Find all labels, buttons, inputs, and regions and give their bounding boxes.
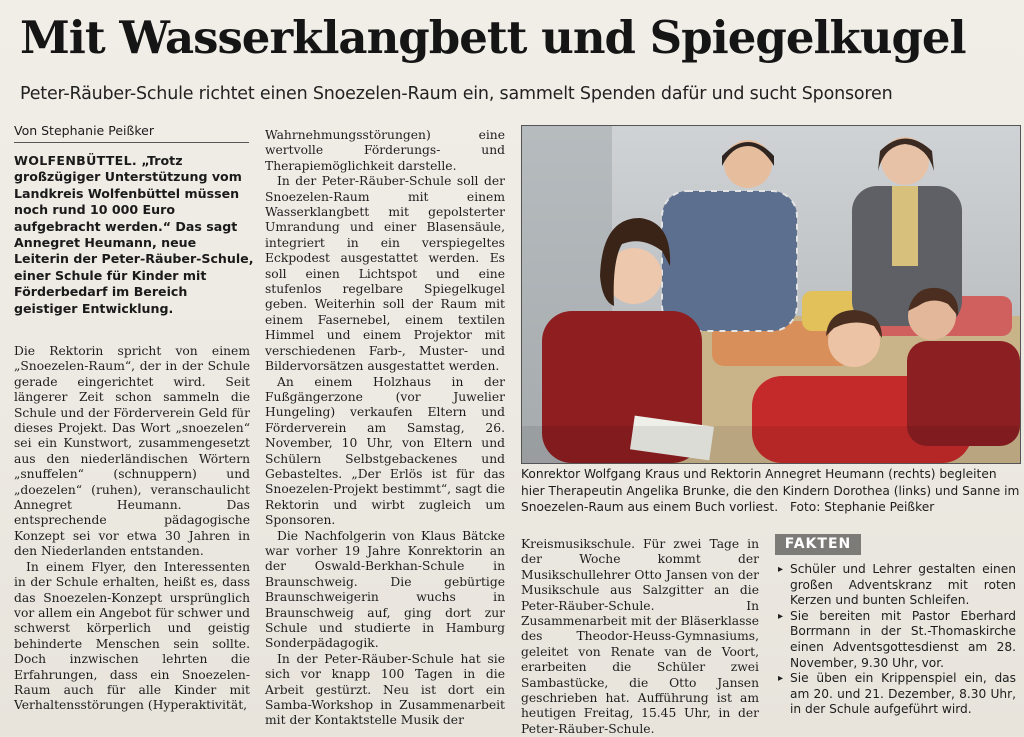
lead-paragraph	[14, 153, 254, 317]
fakten-item	[778, 562, 1016, 609]
subheadline: Peter-Räuber-Schule richtet einen Snoezelen-Raum ein, sammelt Spenden dafür und sucht Sponsoren	[20, 84, 893, 104]
headline: Mit Wasserklangbett und Spiegelkugel	[20, 11, 966, 64]
article-column-2	[265, 128, 505, 729]
arrow-icon: ▸	[778, 564, 784, 575]
article-photo	[521, 125, 1021, 464]
photo-credit: Foto: Stephanie Peißker	[789, 500, 935, 514]
fakten-item-text: Schüler und Lehrer gestalten einen großen Adventskranz mit roten Kerzen und bunten Schleifen.	[790, 562, 1016, 608]
fakten-item	[778, 671, 1016, 718]
article-column-3	[521, 537, 759, 737]
body-paragraph: Die Rektorin spricht von einem „Snoezelen-Raum“, der in der Schule gerade eingerichtet wird. Seit längerer Zeit schon sammeln die Schule und der Förderverein Geld für dieses Projekt. Das Wort „snoezelen“ sei ein Kunstwort, zusammengesetzt aus den niederländischen Wörtern „snuffelen“ (schnuppern) und „doezelen“ (ruhen), veranschaulicht Annegret Heumann. Das entsprechende pädagogische Konzept sei vor etwa 30 Jahren in den Niederlanden entstanden.	[14, 344, 250, 559]
body-paragraph: Kreismusikschule. Für zwei Tage in der Woche kommt der Musikschullehrer Otto Jansen von der Musikschule aus Salzgitter an die Peter-Räuber-Schule. In Zusammenarbeit mit der Bläserklasse des Theodor-Heuss-Gymnasiums, geleitet von Renate van de Voort, erarbeiten die Schüler zwei Sambastücke, die Otto Jansen geschrieben hat. Aufführung ist am heutigen Freitag, 15.45 Uhr, in der Peter-Räuber-Schule.	[521, 537, 759, 736]
article-column-1	[14, 344, 250, 714]
arrow-icon: ▸	[778, 673, 784, 685]
photo-caption	[521, 466, 1021, 516]
body-paragraph: In einem Flyer, den Interessenten in der Schule erhalten, heißt es, dass das Snoezelen-Konzept ursprünglich vor allem ein Angebot für schwer und schwerst körperlich und geistig behinderte Menschen sein sollte. Doch inzwischen lehrten die Erfahrungen, dass ein Snoezelen-Raum auch für alle Kinder mit Verhaltensstörungen (Hyperaktivität,	[14, 559, 250, 713]
fakten-list	[778, 562, 1016, 718]
fakten-item-text: Sie bereiten mit Pastor Eberhard Borrmann in der St.-Thomaskirche einen Adventsgottesdienst am 28. November, 9.30 Uhr, vor.	[790, 608, 1016, 670]
body-paragraph: In der Peter-Räuber-Schule hat sie sich vor knapp 100 Tagen in die Arbeit gestürzt. Neu ist dort ein Samba-Workshop in Zusammenarbeit mit der Kontaktstelle Musik der	[265, 651, 505, 728]
byline: Von Stephanie Peißker	[14, 123, 249, 143]
body-paragraph: Wahrnehmungsstörungen) eine wertvolle Förderungs- und Therapiemöglichkeit darstelle.	[265, 128, 505, 173]
arrow-icon: ▸	[778, 610, 784, 622]
fakten-label: FAKTEN	[775, 534, 861, 555]
body-paragraph: In der Peter-Räuber-Schule soll der Snoezelen-Raum mit einem Wasserklangbett mit gepolsterter Umrandung und einer Blasensäule, integriert in ein verspiegeltes Eckpodest ausgestattet werden. Es soll einen Lichtspot und eine stufenlos regelbare Spiegelkugel geben. Weiterhin soll der Raum mit einem Fasernebel, einem textilen Himmel und einem Projektor mit verschiedenen Farb-, Muster- und Bildervorsätzen ausgestattet werden.	[265, 174, 505, 374]
fakten-item-text: Sie üben ein Krippenspiel ein, das am 20. und 21. Dezember, 8.30 Uhr, in der Schule aufgeführt wird.	[790, 671, 1016, 717]
fakten-item	[778, 609, 1016, 671]
lead-dateline: WOLFENBÜTTEL.	[14, 153, 137, 168]
lead-text: „Trotz großzügiger Unterstützung vom Landkreis Wolfenbüttel müssen noch rund 10 000 Euro aufgebracht werden.“ Das sagt Annegret Heumann, neue Leiterin der Peter-Räuber-Schule, einer Schule für Kinder mit Förderbedarf im Bereich geistiger Entwicklung.	[14, 153, 254, 316]
caption-text: Konrektor Wolfgang Kraus und Rektorin Annegret Heumann (rechts) begleiten hier Therapeutin Angelika Brunke, die den Kindern Dorothea (links) und Sanne im Snoezelen-Raum aus einem Buch vorliest.	[521, 467, 1020, 514]
photo-illustration	[522, 126, 1020, 463]
body-paragraph: Die Nachfolgerin von Klaus Bätcke war vorher 19 Jahre Konrektorin an der Oswald-Berkhan-Schule in Braunschweig. Die gebürtige Braunschweigerin wuchs in Braunschweig auf, ging dort zur Schule und studierte in Hamburg Sonderpädagogik.	[265, 528, 505, 651]
body-paragraph: An einem Holzhaus in der Fußgängerzone (vor Juwelier Hungeling) verkaufen Eltern und Förderverein am Samstag, 26. November, 10 Uhr, von Eltern und Schülern Selbstgebackenes und Gebasteltes. „Der Erlös ist für das Snoezelen-Projekt bestimmt“, sagt die Rektorin und wirbt zugleich um Sponsoren.	[265, 374, 505, 528]
